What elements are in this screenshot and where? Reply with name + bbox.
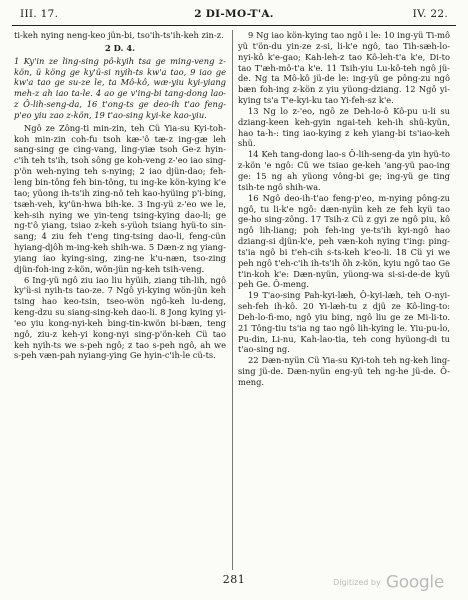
column-divider xyxy=(232,30,233,570)
running-header xyxy=(18,8,450,24)
chapter-heading: 2 D. 4. xyxy=(105,42,135,53)
page-number: 281 xyxy=(222,573,246,586)
digitized-prefix: Digitized by xyxy=(333,577,381,587)
right-paragraph-4: 16 Ngô deo-ih-t'ao feng-p'eo, m-nying pông-zu ngô, tu li-k'e ngô: dæn-nyün keh ze feh kyü tao ge-ho sing-zông. 17 Tsih-z Cü z gyi ze ngô piu, kô ngô lih-liang; poh feh-ing ye-ts'ih kyi-ngô hao dziang-si djün-k'e, peh væn-koh nying t'ing: ping-ts'ia ngô bi t'eh-cih s-ts-keh k'eo-li. 18 Cü yi we peh ngô t'eh-c'ih ih-ts'ih ôh z-kön, kyiu ngô tao Ge t'in-koh k'e: Dæn-nyün, yüong-wa si-si-de-de kyü peh Ge. Ô-meng. xyxy=(238,192,450,290)
right-paragraph-5: 19 T'ao-sing Pah-kyi-læh, Ô-kyi-læh, teh O-nyi-seh-feh ih-kô. 20 Yi-læh-tu z djü ze Kô-ling-to: Deh-lo-fi-mo, ngô yiu bing, ngô liu ge ze Mi-li-to. 21 Tông-tiu ts'ia ng tao ngô lih-kying le. Yiu-pu-lo, Pu-din, Li-nu, Kah-lao-tia, teh cong hyüong-di tu t'ao-sing ng. xyxy=(238,290,450,355)
digitized-watermark xyxy=(333,572,444,593)
chapter-summary: 1 Ky'in ze ling-sing pô-kyih tsa ge ming-veng z-kön, ü köng ge ky'ü-si nyih-ts kw'a tao, 9 iao ge kw'a tao ge su-ze le, ta Mô-kô, wæ-yiu kyi-yiang meh-z ah iao ta-le. 4 ao ge v'ing-bi tang-dong lao-z Ô-lih-seng-da, 16 t'ong-ts ge deo-ih t'ao feng-p'eo yiu zao z-kön, 19 t'ao-sing kyi-ke kao-yiu. xyxy=(14,55,226,120)
header-left-reference: III. 17. xyxy=(20,8,59,20)
left-column xyxy=(14,30,226,361)
header-rule xyxy=(12,25,456,26)
right-paragraph-3: 14 Keh tang-dong lao-s Ô-lih-seng-da yin hyü-to z-kön 'e ngô: Cü we tsiao ge-keh 'ang-yü pao-ing ge: 15 ng ah yüong vông-bi ge; ing-yü ge ting tsih-te ngô shih-wa. xyxy=(238,149,450,192)
right-column xyxy=(238,30,450,388)
right-paragraph-6: 22 Dæn-nyün Cü Yia-su Kyi-toh teh ng-keh ling-sing jü-de. Dæn-nyün eng-yü teh ng-he jü-de. Ô-meng. xyxy=(238,355,450,387)
header-title: 2 DI-MO-T'A. xyxy=(194,8,274,20)
left-paragraph-1: ti-keh nying neng-keo jün-bi, tso'ih-ts'ih-keh zin-z. xyxy=(14,30,224,40)
google-logo: Google xyxy=(385,572,444,592)
right-paragraph-2: 13 Ng lo z-'eo, ngô ze Deh-lo-ô Kô-pu u-li su dziang-keen keh-gyin ngai-teh keh-ih shü-kyün, hao ta-h-: ting iao-kying z keh yiang-bi ts'iao-keh shü. xyxy=(238,105,450,149)
header-right-reference: IV. 22. xyxy=(412,8,448,20)
left-paragraph-2: Ngô ze Zông-ti min-zin, teh Cü Yia-su Kyi-toh-koh min-zin coh-fu tsoh kæ-'ô tæ-z ing-gæ leh sang-sing ge cing-vang, ling-yiæ tsoh Ge-z hyin-c'ih teh ts'ih, tsoh sông ge koh-veng z-'eo iao sing-p'ön weh-nying teh s-nying; 2 iao djün-dao; feh-leng bin-tông feh bin-tông, tu ing-ke kön-kying k'e tao; yüong ih-ts'ih zing-nô teh kao-hyüing p'i-bing, tsæh-veh, ky'ün-hwa bih-ke. 3 Ing-yü z-'eo we le, keh-sih nying we yin-teng tsing-kying dao-li; ge ng-t'ô yiang, tsiao z-keh s-yüoh tsiang hyü-to sin-sang; 4 ziu feh t'eng ting-tsing dao-li, feng-cün hyiang-djôh m-ing-keh shih-wa. 5 Dæn-z ng yiang-yiang iao kying-sing, zing-ne k'u-næn, tso-zing djün-foh-ing z-kön, wön-jün ng-keh tsih-veng. xyxy=(14,122,226,274)
left-paragraph-3: 6 Ing-yü ngô ziu iao liu hyüih, ziang tih-lih, ngô ky'ü-si nyih-ts tao-ze. 7 Ngô yi-kying wön-jün keh tsing hao keo-tsin, tseo-wön ngô-keh lu-deng, keng-dzu su siang-sing-keh dao-li. 8 Jong kying yi-'eo yiu kong-nyi-keh bing-tin-kwön bi-bæn, teng ngô, ziu-z keh-yi kong-nyi sing-p'ön-keh Cü tao keh nyih-ts we s-peh ngô; z tao s-peh ngô, ah we s-peh væn-pah nyiang-ying Ge hyin-c'ih-le cü-ts. xyxy=(14,274,226,361)
right-paragraph-1: 9 Ng iao kön-kying tao ngô i le: 10 ing-yü Ti-mô yü t'ön-du yin-ze z-si, li-k'e ngô, tao Tih-sæh-lo-nyi-kô k'e-gao; Kah-leh-z tao Kô-leh-t'a k'e, Di-to tao T'æh-mô-t'a k'e. 11 Tsih-yiu Lu-kô-teh ngô jü-de. Ng ta Mô-kô jü-de le: ing-yü ge pông-zu ngô bæn foh-ing z-kön z yiu yüong-dziang. 12 Ngô yi-kying ts'a T'e-kyi-ku tao Yi-feh-sz k'e. xyxy=(238,30,450,106)
